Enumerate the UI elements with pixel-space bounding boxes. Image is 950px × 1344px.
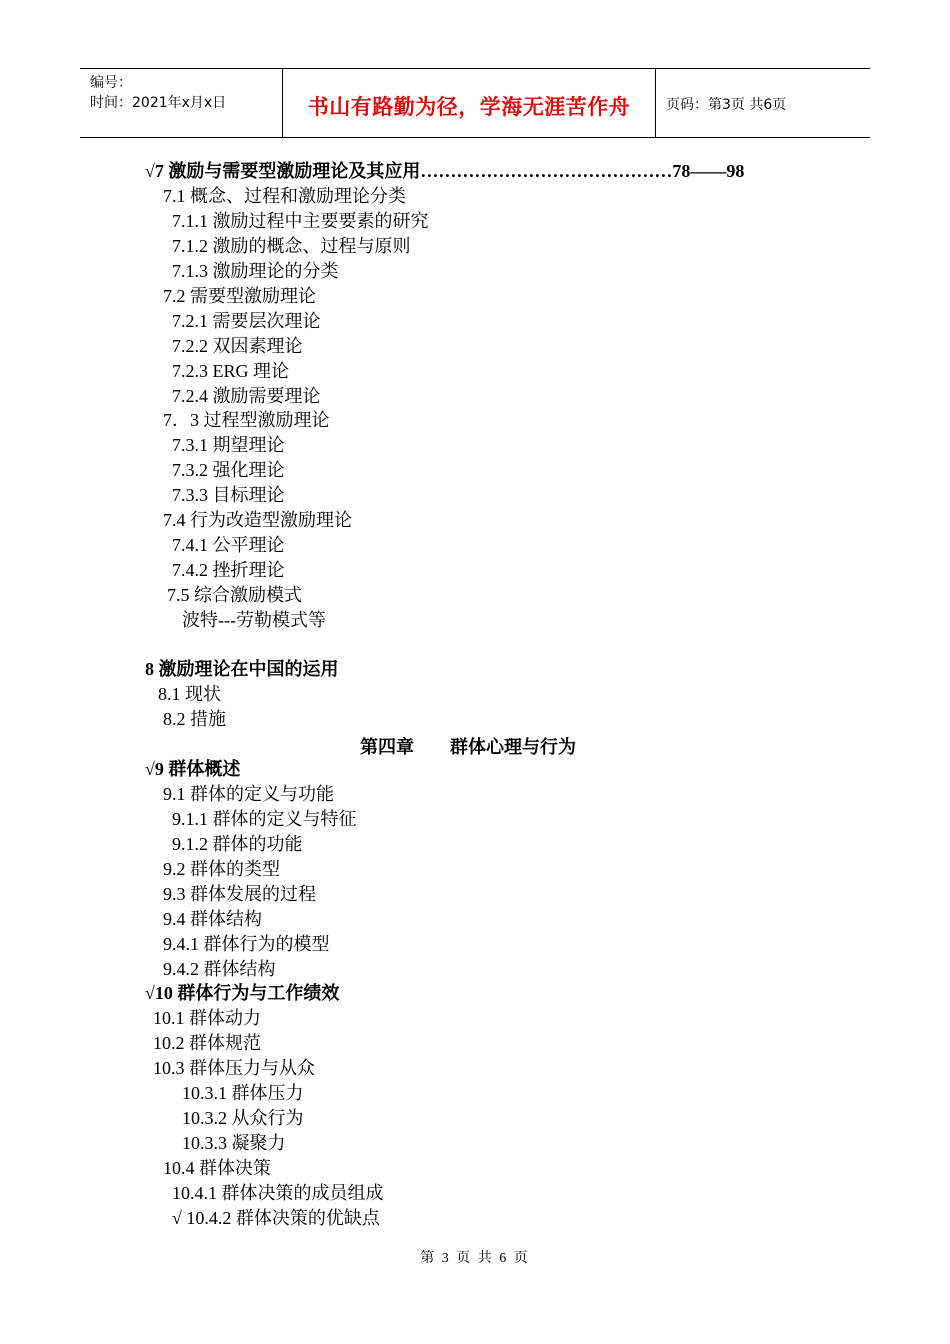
- toc-entry: 7.4.2 挫折理论: [172, 560, 285, 580]
- toc-entry: 9.4.1 群体行为的模型: [163, 934, 330, 954]
- toc-entry: 7.2.1 需要层次理论: [172, 311, 321, 331]
- chapter-heading: [360, 733, 576, 759]
- toc-entry: 7.2.2 双因素理论: [172, 336, 303, 356]
- section-heading: √10 群体行为与工作绩效: [145, 983, 340, 1003]
- toc-entry: 7.3.1 期望理论: [172, 435, 285, 455]
- serial-label: 编号：: [90, 75, 132, 91]
- toc-entry: 10.3.1 群体压力: [182, 1083, 304, 1103]
- toc-entry: 9.4 群体结构: [163, 909, 262, 929]
- section-heading: √7 激励与需要型激励理论及其应用……………………………………78——98: [145, 161, 745, 181]
- toc-entry: 7.3.3 目标理论: [172, 485, 285, 505]
- toc-entry: 10.4 群体决策: [163, 1158, 271, 1178]
- header-motto-cell: [283, 69, 656, 137]
- toc-entry: 8.1 现状: [158, 684, 221, 704]
- toc-entry: 7.3.2 强化理论: [172, 460, 285, 480]
- toc-entry: 9.4.2 群体结构: [163, 959, 276, 979]
- toc-entry: 10.2 群体规范: [153, 1033, 261, 1053]
- toc-entry: 7.2.4 激励需要理论: [172, 386, 321, 406]
- toc-entry: 9.1.2 群体的功能: [172, 834, 303, 854]
- toc-entry: √ 10.4.2 群体决策的优缺点: [172, 1208, 380, 1228]
- toc-entry: 7．3 过程型激励理论: [163, 410, 330, 430]
- toc-entry: 10.3.2 从众行为: [182, 1108, 304, 1128]
- toc-entry: 9.2 群体的类型: [163, 859, 280, 879]
- toc-entry: 7.1 概念、过程和激励理论分类: [163, 186, 406, 206]
- section-heading: 8 激励理论在中国的运用: [145, 659, 339, 679]
- toc-entry: 7.1.1 激励过程中主要要素的研究: [172, 211, 429, 231]
- date-label: 时间：2021年x月x日: [90, 95, 227, 111]
- toc-entry: 9.3 群体发展的过程: [163, 884, 316, 904]
- toc-entry: 10.4.1 群体决策的成员组成: [172, 1183, 384, 1203]
- toc-entry: 7.2 需要型激励理论: [163, 286, 316, 306]
- toc-entry: 7.4 行为改造型激励理论: [163, 510, 352, 530]
- toc-entry: 7.1.2 激励的概念、过程与原则: [172, 236, 411, 256]
- header-meta: [80, 69, 283, 137]
- toc-entry: 10.1 群体动力: [153, 1008, 261, 1028]
- toc-entry: 9.1.1 群体的定义与特征: [172, 809, 357, 829]
- toc-entry: 7.5 综合激励模式: [167, 585, 302, 605]
- toc-entry: 9.1 群体的定义与功能: [163, 784, 334, 804]
- toc-entry: 波特---劳勒模式等: [182, 610, 326, 630]
- toc-entry: 10.3 群体压力与从众: [153, 1058, 315, 1078]
- section-heading: √9 群体概述: [145, 759, 241, 779]
- toc-entry: 7.2.3 ERG 理论: [172, 361, 289, 381]
- chapter-title: 群体心理与行为: [450, 737, 576, 757]
- motto: 书山有路勤为径，学海无涯苦作舟: [307, 95, 631, 119]
- toc-entry: 10.3.3 凝聚力: [182, 1133, 286, 1153]
- toc-entry: 8.2 措施: [163, 709, 226, 729]
- page-info: 页码：第3页 共6页: [666, 97, 787, 113]
- page-footer: 第 3 页 共 6 页: [420, 1251, 530, 1266]
- chapter-number: 第四章: [360, 737, 414, 757]
- toc-entry: 7.4.1 公平理论: [172, 535, 285, 555]
- page-header: [80, 68, 870, 138]
- toc-entry: 7.1.3 激励理论的分类: [172, 261, 339, 281]
